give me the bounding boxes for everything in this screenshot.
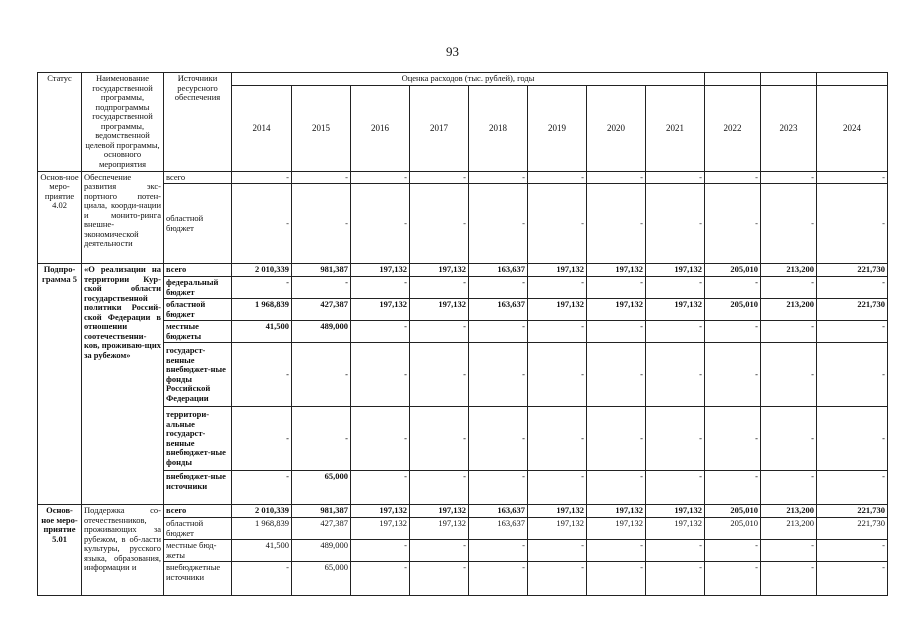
value-cell: 213,200 — [761, 518, 817, 540]
value-cell: 197,132 — [587, 518, 646, 540]
value-cell: - — [528, 321, 587, 343]
table-row — [38, 471, 888, 505]
table-row — [38, 505, 888, 518]
value-cell: - — [761, 407, 817, 471]
value-cell: 205,010 — [705, 518, 761, 540]
table-row — [38, 171, 888, 184]
value-cell: 221,730 — [817, 264, 888, 277]
year-header: 2021 — [646, 85, 705, 171]
value-cell: - — [817, 184, 888, 264]
header-empty-2023 — [761, 73, 817, 86]
table-row — [38, 518, 888, 540]
table-row — [38, 562, 888, 596]
value-cell: - — [292, 407, 351, 471]
year-header: 2016 — [351, 85, 410, 171]
value-cell: - — [528, 407, 587, 471]
value-cell: - — [646, 471, 705, 505]
value-cell: - — [410, 562, 469, 596]
value-cell: 427,387 — [292, 299, 351, 321]
value-cell: - — [528, 184, 587, 264]
value-cell: - — [646, 277, 705, 299]
value-cell: - — [351, 171, 410, 184]
year-header: 2022 — [705, 85, 761, 171]
value-cell: - — [705, 321, 761, 343]
source-cell: всего — [164, 264, 232, 277]
value-cell: 1 968,839 — [232, 518, 292, 540]
value-cell: 213,200 — [761, 299, 817, 321]
year-header: 2018 — [469, 85, 528, 171]
value-cell: 163,637 — [469, 264, 528, 277]
value-cell: 197,132 — [351, 299, 410, 321]
value-cell: - — [528, 171, 587, 184]
value-cell: 2 010,339 — [232, 264, 292, 277]
value-cell: 197,132 — [351, 518, 410, 540]
value-cell: - — [761, 184, 817, 264]
value-cell: - — [646, 171, 705, 184]
source-cell: государст-венные внебюджет-ные фонды Российской Федерации — [164, 343, 232, 407]
value-cell: 197,132 — [528, 505, 587, 518]
header-empty-2024 — [817, 73, 888, 86]
value-cell: - — [587, 321, 646, 343]
table-row — [38, 184, 888, 264]
value-cell: - — [587, 171, 646, 184]
value-cell: - — [646, 343, 705, 407]
source-cell: всего — [164, 171, 232, 184]
year-header: 2020 — [587, 85, 646, 171]
value-cell: 2 010,339 — [232, 505, 292, 518]
table-row — [38, 343, 888, 407]
year-header: 2023 — [761, 85, 817, 171]
source-cell: внебюджет-ные источники — [164, 471, 232, 505]
value-cell: 221,730 — [817, 299, 888, 321]
source-cell: местные бюджеты — [164, 321, 232, 343]
header-name: Наименование государственной программы, подпрограммы государственной программы, ведомственной целевой программы, основного мероприятия — [82, 73, 164, 172]
table-row — [38, 277, 888, 299]
value-cell: - — [469, 407, 528, 471]
value-cell: - — [469, 184, 528, 264]
value-cell: - — [351, 407, 410, 471]
value-cell: 205,010 — [705, 505, 761, 518]
value-cell: 197,132 — [410, 264, 469, 277]
value-cell: 489,000 — [292, 540, 351, 562]
value-cell: - — [410, 184, 469, 264]
value-cell: - — [817, 321, 888, 343]
value-cell: - — [292, 171, 351, 184]
value-cell: 427,387 — [292, 518, 351, 540]
value-cell: - — [761, 540, 817, 562]
value-cell: - — [587, 343, 646, 407]
value-cell: 205,010 — [705, 299, 761, 321]
value-cell: - — [410, 471, 469, 505]
value-cell: 197,132 — [587, 505, 646, 518]
table-row — [38, 299, 888, 321]
value-cell: - — [705, 562, 761, 596]
value-cell: - — [351, 343, 410, 407]
value-cell: 213,200 — [761, 505, 817, 518]
value-cell: - — [705, 277, 761, 299]
year-header: 2014 — [232, 85, 292, 171]
value-cell: 981,387 — [292, 505, 351, 518]
value-cell: - — [528, 562, 587, 596]
value-cell: - — [351, 562, 410, 596]
header-row-top — [38, 73, 888, 86]
source-cell: территори-альные государст-венные внебюджет-ные фонды — [164, 407, 232, 471]
header-estimate: Оценка расходов (тыс. рублей), годы — [232, 73, 705, 86]
value-cell: 197,132 — [351, 505, 410, 518]
source-cell: областной бюджет — [164, 184, 232, 264]
value-cell: 41,500 — [232, 540, 292, 562]
value-cell: - — [646, 562, 705, 596]
value-cell: - — [705, 540, 761, 562]
value-cell: 163,637 — [469, 518, 528, 540]
value-cell: 197,132 — [351, 264, 410, 277]
value-cell: - — [410, 321, 469, 343]
value-cell: - — [469, 321, 528, 343]
value-cell: - — [469, 540, 528, 562]
value-cell: - — [587, 184, 646, 264]
value-cell: 163,637 — [469, 505, 528, 518]
value-cell: - — [469, 277, 528, 299]
year-header: 2019 — [528, 85, 587, 171]
value-cell: - — [469, 171, 528, 184]
source-cell: всего — [164, 505, 232, 518]
status-cell: Основ-ное меро-приятие 5.01 — [38, 505, 82, 596]
value-cell: - — [232, 343, 292, 407]
value-cell: - — [705, 471, 761, 505]
value-cell: - — [817, 277, 888, 299]
value-cell: 221,730 — [817, 518, 888, 540]
value-cell: - — [528, 277, 587, 299]
year-header: 2017 — [410, 85, 469, 171]
source-cell: федеральный бюджет — [164, 277, 232, 299]
value-cell: - — [761, 277, 817, 299]
value-cell: - — [292, 343, 351, 407]
value-cell: - — [705, 171, 761, 184]
value-cell: - — [232, 277, 292, 299]
program-name-cell: Обеспечение развития экс-портного потен-циала, коорди-нации и монито-ринга внешне-экономической деятельности — [82, 171, 164, 264]
value-cell: 163,637 — [469, 299, 528, 321]
program-name-cell: Поддержка со-отечественников, проживающих за рубежом, в об-ласти культуры, русского языка, образования, информации и — [82, 505, 164, 596]
value-cell: - — [351, 277, 410, 299]
value-cell: - — [232, 407, 292, 471]
value-cell: - — [469, 343, 528, 407]
value-cell: - — [410, 171, 469, 184]
source-cell: внебюджетные источники — [164, 562, 232, 596]
value-cell: 205,010 — [705, 264, 761, 277]
value-cell: 197,132 — [528, 299, 587, 321]
year-header: 2024 — [817, 85, 888, 171]
value-cell: 197,132 — [528, 264, 587, 277]
table-body — [38, 73, 888, 596]
value-cell: - — [410, 343, 469, 407]
value-cell: - — [232, 184, 292, 264]
value-cell: - — [761, 343, 817, 407]
value-cell: - — [410, 277, 469, 299]
value-cell: - — [705, 184, 761, 264]
header-status: Статус — [38, 73, 82, 172]
value-cell: - — [528, 540, 587, 562]
program-name-cell: «О реализации на территории Кур-ской области государственной политики Россий-ской Федерации в отношении соотечественни-ков, проживаю-щих за рубежом» — [82, 264, 164, 505]
value-cell: 197,132 — [646, 264, 705, 277]
value-cell: - — [761, 471, 817, 505]
value-cell: 197,132 — [646, 299, 705, 321]
value-cell: 981,387 — [292, 264, 351, 277]
value-cell: - — [351, 471, 410, 505]
value-cell: 65,000 — [292, 562, 351, 596]
value-cell: - — [587, 562, 646, 596]
source-cell: местные бюд-жеты — [164, 540, 232, 562]
value-cell: 197,132 — [410, 299, 469, 321]
value-cell: - — [646, 540, 705, 562]
value-cell: 197,132 — [410, 518, 469, 540]
value-cell: - — [761, 321, 817, 343]
value-cell: 197,132 — [646, 505, 705, 518]
value-cell: - — [232, 171, 292, 184]
value-cell: 197,132 — [587, 299, 646, 321]
value-cell: - — [587, 277, 646, 299]
value-cell: - — [351, 540, 410, 562]
source-cell: областной бюджет — [164, 299, 232, 321]
value-cell: 197,132 — [587, 264, 646, 277]
value-cell: 65,000 — [292, 471, 351, 505]
value-cell: 489,000 — [292, 321, 351, 343]
value-cell: - — [232, 471, 292, 505]
header-empty-2022 — [705, 73, 761, 86]
table-row — [38, 321, 888, 343]
value-cell: - — [817, 540, 888, 562]
status-cell: Подпро-грамма 5 — [38, 264, 82, 505]
value-cell: - — [817, 471, 888, 505]
value-cell: - — [528, 471, 587, 505]
page-number: 93 — [446, 44, 459, 59]
value-cell: - — [817, 407, 888, 471]
value-cell: 197,132 — [646, 518, 705, 540]
value-cell: - — [646, 321, 705, 343]
value-cell: - — [410, 540, 469, 562]
value-cell: - — [469, 471, 528, 505]
budget-table — [37, 72, 888, 596]
value-cell: - — [587, 540, 646, 562]
value-cell: - — [761, 562, 817, 596]
value-cell: - — [761, 171, 817, 184]
value-cell: - — [587, 407, 646, 471]
value-cell: 197,132 — [410, 505, 469, 518]
table-row — [38, 264, 888, 277]
value-cell: 213,200 — [761, 264, 817, 277]
value-cell: 197,132 — [528, 518, 587, 540]
value-cell: - — [646, 184, 705, 264]
value-cell: 41,500 — [232, 321, 292, 343]
value-cell: - — [528, 343, 587, 407]
value-cell: - — [817, 562, 888, 596]
value-cell: - — [410, 407, 469, 471]
value-cell: 1 968,839 — [232, 299, 292, 321]
header-sources: Источники ресурсного обеспечения — [164, 73, 232, 172]
value-cell: - — [587, 471, 646, 505]
value-cell: - — [351, 321, 410, 343]
value-cell: - — [817, 343, 888, 407]
value-cell: - — [469, 562, 528, 596]
value-cell: - — [292, 184, 351, 264]
value-cell: - — [351, 184, 410, 264]
value-cell: - — [232, 562, 292, 596]
value-cell: - — [817, 171, 888, 184]
status-cell: Основ-ное меро-приятие 4.02 — [38, 171, 82, 264]
table-row — [38, 407, 888, 471]
value-cell: 221,730 — [817, 505, 888, 518]
value-cell: - — [646, 407, 705, 471]
value-cell: - — [705, 343, 761, 407]
value-cell: - — [705, 407, 761, 471]
table-row — [38, 540, 888, 562]
year-header: 2015 — [292, 85, 351, 171]
source-cell: областной бюджет — [164, 518, 232, 540]
value-cell: - — [292, 277, 351, 299]
